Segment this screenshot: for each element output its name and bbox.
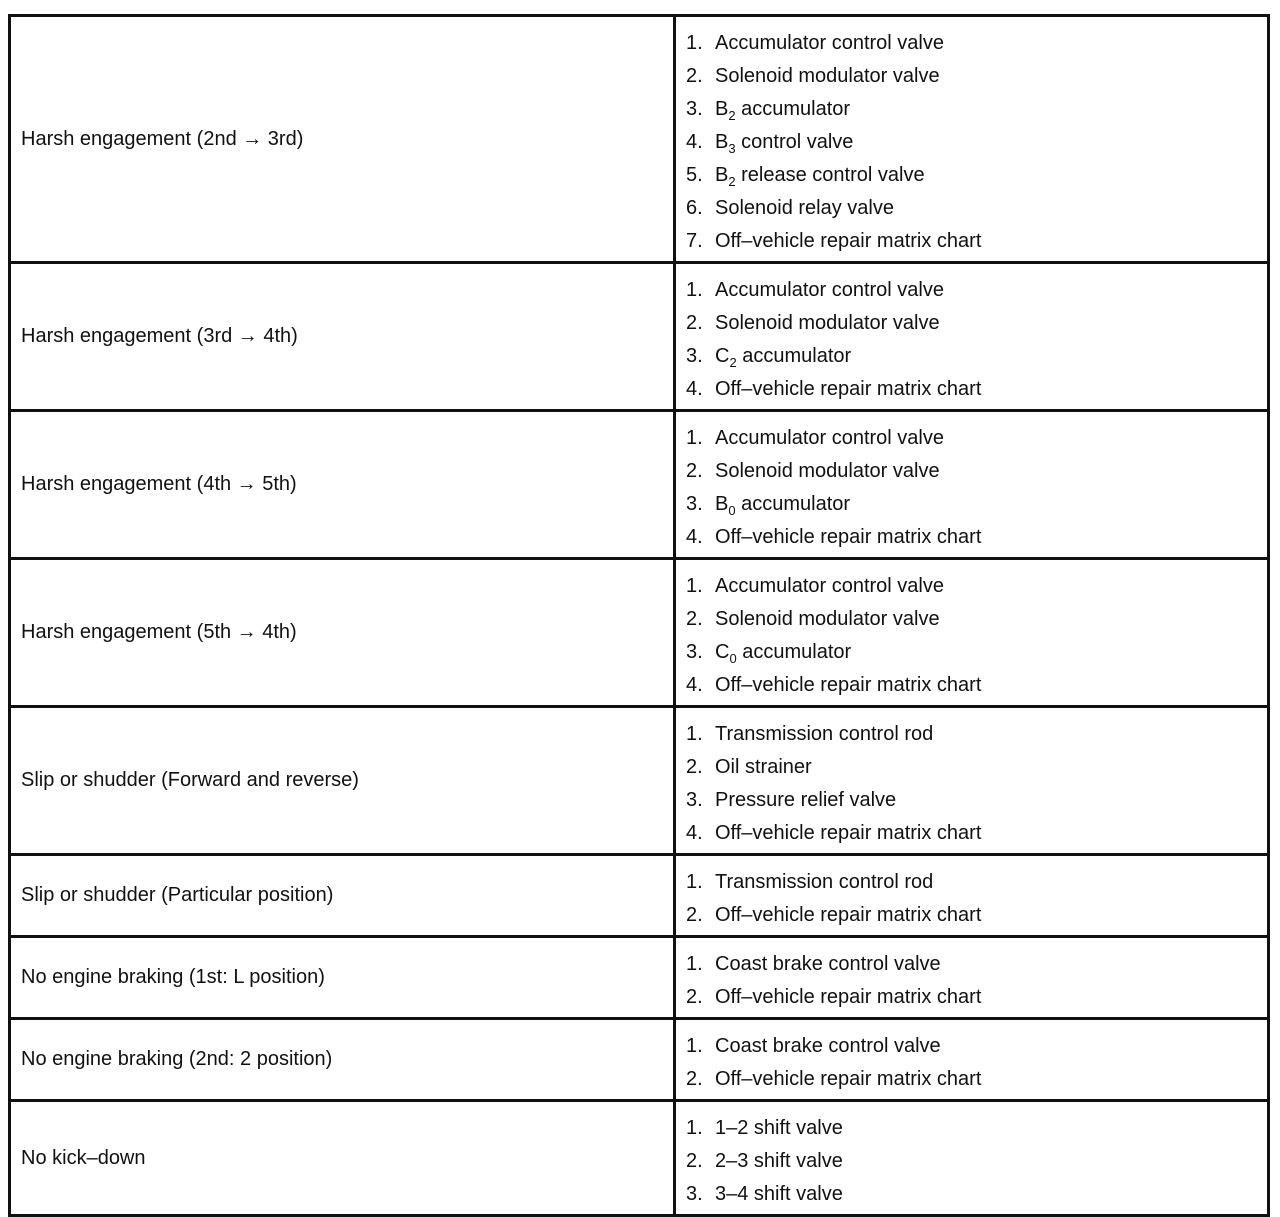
symptom-cell: No engine braking (1st: L position): [10, 937, 675, 1019]
list-item: [686, 1112, 1267, 1145]
check-items-cell: [675, 1101, 1269, 1216]
component-letter: B: [715, 493, 729, 515]
item-text: [715, 98, 850, 121]
list-item: [686, 1145, 1267, 1178]
item-number: 2.: [686, 1068, 703, 1090]
check-items-cell: [675, 1019, 1269, 1101]
item-number: 1.: [686, 871, 703, 893]
list-item: [686, 225, 1267, 258]
item-text: Pressure relief valve: [715, 789, 897, 811]
item-number: 2.: [686, 1150, 703, 1172]
item-number: 2.: [686, 65, 703, 87]
item-text: Off–vehicle repair matrix chart: [715, 986, 982, 1008]
list-item: [686, 866, 1267, 899]
item-number: 2.: [686, 756, 703, 778]
component-suffix: accumulator: [736, 641, 852, 663]
list-item: [686, 422, 1267, 455]
item-text: Off–vehicle repair matrix chart: [715, 822, 982, 844]
component-letter: C: [715, 641, 730, 663]
item-number: 1.: [686, 953, 703, 975]
list-item: [686, 603, 1267, 636]
table-row: [10, 855, 1269, 937]
component-suffix: accumulator: [735, 98, 851, 120]
item-text: Off–vehicle repair matrix chart: [715, 378, 982, 400]
item-text: Off–vehicle repair matrix chart: [715, 674, 982, 696]
item-text: 2–3 shift valve: [715, 1150, 843, 1172]
item-text: Off–vehicle repair matrix chart: [715, 526, 982, 548]
item-number: 2.: [686, 460, 703, 482]
item-number: 6.: [686, 197, 703, 219]
list-item: [686, 899, 1267, 932]
component-subscript: 2: [728, 174, 736, 189]
check-items-cell: [675, 411, 1269, 559]
component-subscript: 0: [729, 651, 737, 666]
list-item: [686, 1063, 1267, 1096]
table-row: [10, 937, 1269, 1019]
item-text: [715, 131, 853, 154]
item-text: Off–vehicle repair matrix chart: [715, 1068, 982, 1090]
item-number: 1.: [686, 1035, 703, 1057]
list-item: [686, 981, 1267, 1014]
check-items-cell: [675, 707, 1269, 855]
list-item: [686, 1030, 1267, 1063]
item-text: [715, 493, 850, 516]
item-text: Accumulator control valve: [715, 279, 944, 301]
item-number: 3.: [686, 345, 703, 367]
table-row: [10, 411, 1269, 559]
item-number: 1.: [686, 32, 703, 54]
table-row: [10, 707, 1269, 855]
check-items-cell: [675, 559, 1269, 707]
list-item: [686, 27, 1267, 60]
list-item: [686, 669, 1267, 702]
component-suffix: control valve: [735, 131, 854, 153]
check-items-cell: [675, 855, 1269, 937]
list-item: [686, 1178, 1267, 1211]
component-subscript: 0: [728, 503, 736, 518]
list-item: [686, 784, 1267, 817]
component-subscript: 2: [728, 108, 736, 123]
component-letter: B: [715, 98, 729, 120]
item-number: 1.: [686, 427, 703, 449]
item-text: [715, 164, 925, 187]
list-item: [686, 159, 1267, 192]
item-text: Accumulator control valve: [715, 575, 944, 597]
table-row: [10, 559, 1269, 707]
table-row: [10, 263, 1269, 411]
component-letter: C: [715, 345, 730, 367]
list-item: [686, 488, 1267, 521]
item-text: Solenoid modulator valve: [715, 65, 940, 87]
list-item: [686, 340, 1267, 373]
item-number: 7.: [686, 230, 703, 252]
symptom-cell: Harsh engagement (2nd → 3rd): [10, 16, 675, 263]
item-number: 1.: [686, 279, 703, 301]
component-letter: B: [715, 164, 729, 186]
component-letter: B: [715, 131, 729, 153]
item-number: 4.: [686, 822, 703, 844]
item-number: 3.: [686, 789, 703, 811]
item-number: 4.: [686, 526, 703, 548]
list-item: [686, 93, 1267, 126]
item-text: Solenoid modulator valve: [715, 312, 940, 334]
symptom-cell: Harsh engagement (3rd → 4th): [10, 263, 675, 411]
list-item: [686, 192, 1267, 225]
item-text: Oil strainer: [715, 756, 812, 778]
component-suffix: release control valve: [735, 164, 925, 186]
item-number: 2.: [686, 312, 703, 334]
item-text: Off–vehicle repair matrix chart: [715, 230, 982, 252]
item-number: 4.: [686, 131, 703, 153]
symptom-cell: Slip or shudder (Particular position): [10, 855, 675, 937]
list-item: [686, 373, 1267, 406]
list-item: [686, 817, 1267, 850]
symptom-cell: No kick–down: [10, 1101, 675, 1216]
list-item: [686, 60, 1267, 93]
list-item: [686, 718, 1267, 751]
item-number: 4.: [686, 674, 703, 696]
item-number: 4.: [686, 378, 703, 400]
item-number: 2.: [686, 608, 703, 630]
item-number: 5.: [686, 164, 703, 186]
item-text: Coast brake control valve: [715, 953, 941, 975]
check-items-cell: [675, 937, 1269, 1019]
table-row: [10, 1101, 1269, 1216]
item-number: 2.: [686, 904, 703, 926]
item-text: [715, 345, 851, 368]
component-subscript: 2: [729, 355, 737, 370]
list-item: [686, 636, 1267, 669]
item-text: Solenoid modulator valve: [715, 608, 940, 630]
item-number: 3.: [686, 98, 703, 120]
item-number: 1.: [686, 575, 703, 597]
item-number: 2.: [686, 986, 703, 1008]
item-text: Transmission control rod: [715, 723, 934, 745]
list-item: [686, 948, 1267, 981]
table-body: [10, 16, 1269, 1216]
item-text: Transmission control rod: [715, 871, 934, 893]
item-text: Accumulator control valve: [715, 427, 944, 449]
list-item: [686, 455, 1267, 488]
list-item: [686, 751, 1267, 784]
symptom-cell: No engine braking (2nd: 2 position): [10, 1019, 675, 1101]
item-text: Solenoid modulator valve: [715, 460, 940, 482]
list-item: [686, 570, 1267, 603]
symptom-cell: Harsh engagement (5th → 4th): [10, 559, 675, 707]
item-text: 3–4 shift valve: [715, 1183, 843, 1205]
component-suffix: accumulator: [735, 493, 851, 515]
symptom-cell: Harsh engagement (4th → 5th): [10, 411, 675, 559]
symptom-cell: Slip or shudder (Forward and reverse): [10, 707, 675, 855]
table-row: [10, 16, 1269, 263]
table-row: [10, 1019, 1269, 1101]
list-item: [686, 307, 1267, 340]
item-text: Coast brake control valve: [715, 1035, 941, 1057]
item-text: Accumulator control valve: [715, 32, 944, 54]
check-items-cell: [675, 263, 1269, 411]
component-subscript: 3: [728, 141, 736, 156]
item-number: 3.: [686, 493, 703, 515]
troubleshooting-table: [8, 14, 1270, 1217]
item-text: [715, 641, 851, 664]
item-number: 1.: [686, 1117, 703, 1139]
item-text: Solenoid relay valve: [715, 197, 894, 219]
list-item: [686, 274, 1267, 307]
check-items-cell: [675, 16, 1269, 263]
list-item: [686, 521, 1267, 554]
item-text: 1–2 shift valve: [715, 1117, 843, 1139]
item-text: Off–vehicle repair matrix chart: [715, 904, 982, 926]
component-suffix: accumulator: [736, 345, 852, 367]
item-number: 1.: [686, 723, 703, 745]
item-number: 3.: [686, 641, 703, 663]
item-number: 3.: [686, 1183, 703, 1205]
list-item: [686, 126, 1267, 159]
